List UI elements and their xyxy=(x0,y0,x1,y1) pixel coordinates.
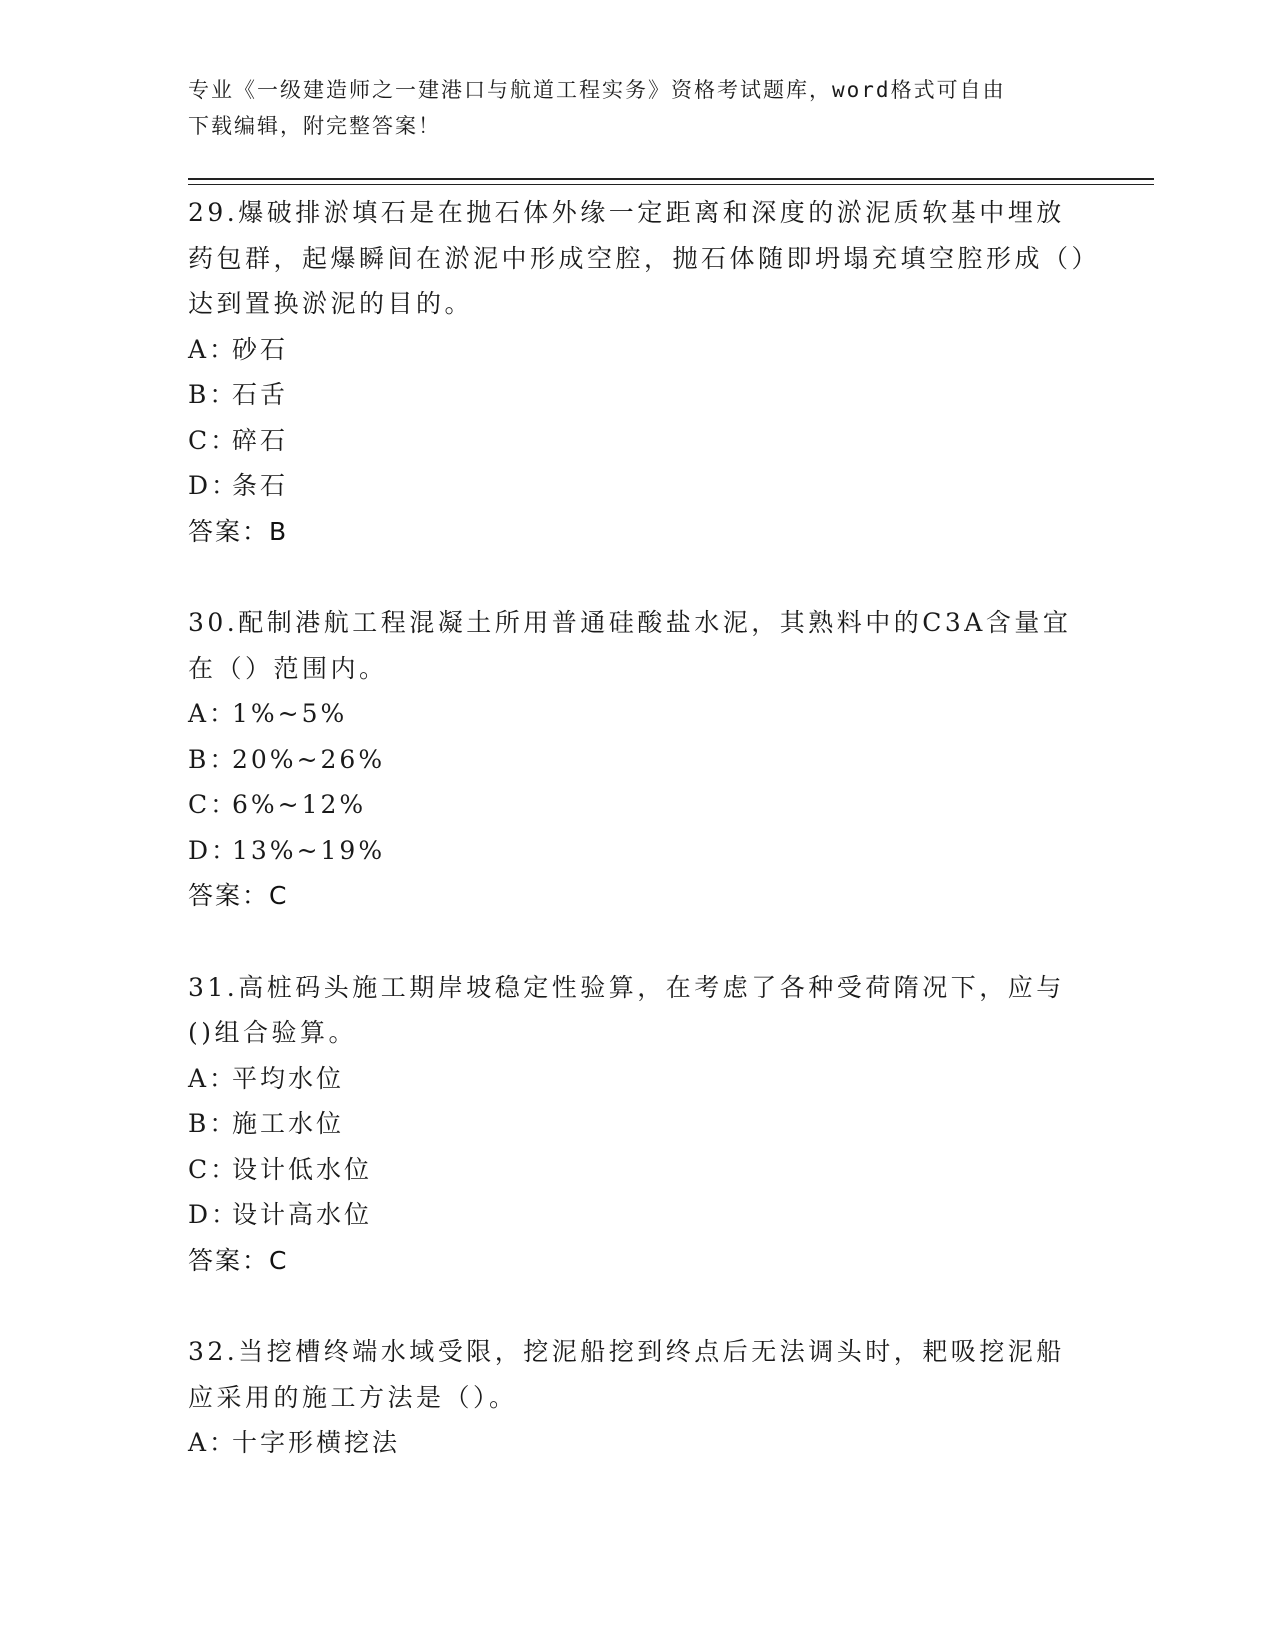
answer-line: 答案：C xyxy=(188,881,289,910)
option-a xyxy=(188,327,1088,373)
question-stem: 30.配制港航工程混凝土所用普通硅酸盐水泥，其熟料中的C3A含量宜在（）范围内。 xyxy=(188,608,1072,683)
option-text: 条石 xyxy=(232,471,289,500)
option-text: 6%~12% xyxy=(232,790,367,819)
option-key: B： xyxy=(188,1109,238,1138)
option-text: 砂石 xyxy=(232,334,289,364)
option-key: C： xyxy=(188,1154,239,1184)
option-text: 平均水位 xyxy=(232,1063,345,1093)
option-key: D： xyxy=(188,1200,240,1229)
question-stem: 31.高桩码头施工期岸坡稳定性验算，在考虑了各种受荷隋况下，应与()组合验算。 xyxy=(188,972,1065,1047)
option-c xyxy=(188,782,1088,828)
option-d xyxy=(188,1192,1088,1238)
option-key: A： xyxy=(188,699,238,728)
option-b xyxy=(188,1101,1088,1147)
option-d xyxy=(188,463,1088,509)
question-list xyxy=(188,190,1088,1512)
header-divider-thin xyxy=(188,184,1154,185)
option-key: A： xyxy=(188,334,238,364)
option-text: 设计高水位 xyxy=(232,1200,373,1229)
question-stem: 32.当挖槽终端水域受限，挖泥船挖到终点后无法调头时，耙吸挖泥船应采用的施工方法是（）。 xyxy=(188,1337,1065,1412)
option-text: 石舌 xyxy=(232,380,289,409)
option-text: 13%~19% xyxy=(232,835,386,865)
option-b xyxy=(188,372,1088,418)
option-text: 碎石 xyxy=(232,425,289,455)
document-header xyxy=(188,72,1068,144)
option-key: B： xyxy=(188,744,238,774)
question-32 xyxy=(188,1329,1088,1466)
option-text: 施工水位 xyxy=(232,1109,345,1138)
answer-line: 答案：B xyxy=(188,516,289,546)
header-line-1: 专业《一级建造师之一建港口与航道工程实务》资格考试题库，word格式可自由 xyxy=(188,78,1006,102)
question-30 xyxy=(188,600,1088,919)
option-text: 十字形横挖法 xyxy=(232,1428,401,1457)
option-key: A： xyxy=(188,1428,238,1457)
option-b xyxy=(188,737,1088,783)
option-a xyxy=(188,691,1088,737)
option-key: C： xyxy=(188,425,239,455)
option-key: A： xyxy=(188,1063,238,1093)
option-a xyxy=(188,1056,1088,1102)
question-stem: 29.爆破排淤填石是在抛石体外缘一定距离和深度的淤泥质软基中埋放药包群，起爆瞬间在淤泥中形成空腔，抛石体随即坍塌充填空腔形成（）达到置换淤泥的目的。 xyxy=(188,198,1088,318)
option-a xyxy=(188,1420,1088,1466)
option-key: C： xyxy=(188,790,239,819)
option-key: B： xyxy=(188,380,238,409)
option-text: 1%~5% xyxy=(232,699,348,728)
option-text: 设计低水位 xyxy=(232,1154,373,1184)
option-c xyxy=(188,418,1088,464)
option-key: D： xyxy=(188,835,240,865)
option-text: 20%~26% xyxy=(232,744,386,774)
option-key: D： xyxy=(188,471,240,500)
header-divider-thick xyxy=(188,178,1154,180)
question-31 xyxy=(188,965,1088,1284)
option-c xyxy=(188,1147,1088,1193)
option-d xyxy=(188,828,1088,874)
question-29 xyxy=(188,190,1088,554)
header-line-2: 下载编辑，附完整答案！ xyxy=(188,114,441,138)
answer-line: 答案：C xyxy=(188,1245,289,1275)
